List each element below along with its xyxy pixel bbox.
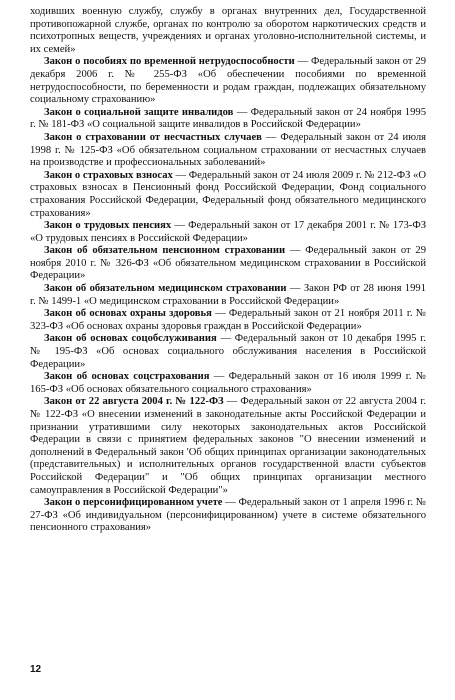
paragraph-text: ходивших военную службу, службу в органах внутренних дел, Государственной противопожарной службе, органах по контролю за оборотом наркотических средств и психотропных веществ, учреждениях и органах уголовно-исполнительной системы, и их семей» [30,6,426,55]
paragraph-text: — Федеральный закон от 24 ноября 1995 г. № 181-ФЗ «О социальной защите инвалидов в Российской Федерации» [30,106,426,131]
law-term: Закон о страховании от несчастных случаев [44,131,262,143]
paragraph-text: — Федеральный закон от 24 июля 2009 г. № 212-ФЗ «О страховых взносах в Пенсионный фонд Российской Федерации, Фонд социального страхования Российской Федерации, Федеральный фонд обязательного медицинского страхования» [30,169,427,219]
law-term: Закон о пособиях по временной нетрудоспособности [44,56,295,68]
paragraph [30,283,426,308]
law-term: Закон об основах соцобслуживания [44,333,217,345]
law-term: Закон об основах охраны здоровья [44,308,212,320]
page-body [30,6,426,535]
law-term: Закон об основах соцстрахования [44,371,210,383]
law-term: Закон о социальной защите инвалидов [44,106,234,118]
paragraph-text: — Федеральный закон от 16 июля 1999 г. № 165-ФЗ «Об основах обязательного социального страхования» [30,371,426,395]
paragraph [30,220,426,245]
law-term: Закон о персонифицированном учете [44,497,223,509]
law-term: Закон об обязательном пенсионном страховании [44,245,286,257]
paragraph-text: — Федеральный закон от 10 декабря 1995 г. № 195-ФЗ «Об основах социального обслуживания населения в Российской Федерации» [30,333,427,370]
paragraph-text: — Федеральный закон от 17 декабря 2001 г. № 173-ФЗ «О трудовых пенсиях в Российской Федерации» [30,220,426,244]
paragraph [30,333,426,371]
paragraph-text: — Закон РФ от 28 июня 1991 г. № 1499-1 «О медицинском страховании в Российской Федерации» [30,283,426,307]
law-term: Закон от 22 августа 2004 г. № 122-ФЗ [44,396,224,408]
paragraph-text: — Федеральный закон от 1 апреля 1996 г. № 27-ФЗ «Об индивидуальном (персонифицированном) учете в системе обязательного пенсионного страхования» [30,497,426,534]
paragraph-text: — Федеральный закон от 29 декабря 2006 г. № 255-ФЗ «Об обеспечении пособиями по временной нетрудоспособности, по беременности и родам граждан, подлежащих обязательному социальному страхованию» [30,56,426,106]
paragraph-text: — Федеральный закон от 29 ноября 2010 г. № 326-ФЗ «Об обязательном медицинском страховании в Российской Федерации» [30,245,426,282]
paragraph [30,245,426,283]
paragraph-text: — Федеральный закон от 22 августа 2004 г. № 122-ФЗ «О внесении изменений в законодательные акты Российской Федерации и признании утратившими силу некоторых законодательных актов Российской Федерации в связи с принятием федеральных законов "О внесении изменений и дополнений в Федеральный закон 'Об общих принципах организации законодательных (представительных) и исполнительных органов государственной власти субъектов Российской Федерации" и "Об общих принципах организации местного самоуправления в Российской Федерации"» [30,396,426,496]
paragraph-text: — Федеральный закон от 21 ноября 2011 г. № 323-ФЗ «Об основах охраны здоровья граждан в Российской Федерации» [30,308,426,332]
paragraph [30,170,426,220]
paragraph [30,396,426,497]
law-term: Закон об обязательном медицинском страховании [44,283,287,295]
paragraph [30,308,426,333]
paragraph [30,132,426,170]
paragraph [30,107,426,132]
law-term: Закон о трудовых пенсиях [44,220,172,232]
page-number: 12 [30,664,42,675]
paragraph [30,56,426,106]
law-term: Закон о страховых взносах [44,169,173,181]
paragraph-text: — Федеральный закон от 24 июля 1998 г. № 125-ФЗ «Об обязательном социальном страховании от несчастных случаев на производстве и профессиональных заболеваний» [30,131,426,169]
paragraph [30,6,426,56]
paragraph [30,497,426,535]
paragraph [30,371,426,396]
